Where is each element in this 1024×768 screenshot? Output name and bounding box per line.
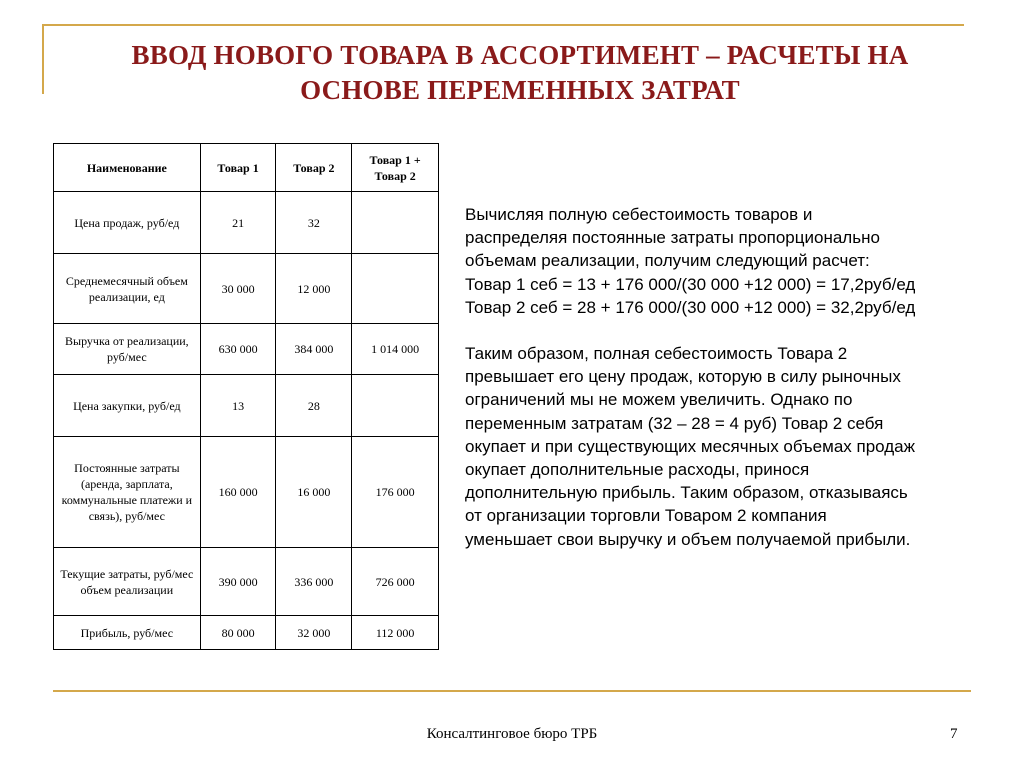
cell-product2: 32 [276,192,352,254]
header-cell-product2: Товар 2 [276,144,352,192]
data-table [53,143,439,650]
row-label: Постоянные затраты (аренда, зарплата, коммунальные платежи и связь), руб/мес [54,437,201,548]
cell-product1: 30 000 [200,254,276,324]
slide-title [60,38,980,108]
table-row [54,324,439,375]
table-row [54,616,439,650]
table-row [54,375,439,437]
title-line-2: ОСНОВЕ ПЕРЕМЕННЫХ ЗАТРАТ [300,75,740,105]
row-label: Выручка от реализации, руб/мес [54,324,201,375]
row-label: Цена продаж, руб/ед [54,192,201,254]
cell-product2: 16 000 [276,437,352,548]
frame-top-line [42,24,964,26]
cell-product1: 160 000 [200,437,276,548]
table-row [54,254,439,324]
cell-product2: 32 000 [276,616,352,650]
cell-total: 112 000 [352,616,439,650]
footer-company: Консалтинговое бюро ТРБ [426,726,598,742]
cell-total: 176 000 [352,437,439,548]
cell-total: 1 014 000 [352,324,439,375]
title-line-1: ВВОД НОВОГО ТОВАРА В АССОРТИМЕНТ – РАСЧЕТЫ НА [131,40,909,70]
cell-product1: 390 000 [200,548,276,616]
cell-product2: 28 [276,375,352,437]
header-cell-product1: Товар 1 [200,144,276,192]
paragraph-spacer [465,319,1005,342]
cell-total [352,192,439,254]
row-label: Цена закупки, руб/ед [54,375,201,437]
paragraph-conclusion: Таким образом, полная себестоимость Товара 2 превышает его цену продаж, которую в силу рыночных ограничений мы не можем увеличить. Однако по переменным затратам (32 – 28 = 4 руб) Товар 2 себя окупает и при существующих месячных объемах продаж окупает дополнительные расходы, принося дополнительную прибыль. Таким образом, отказываясь от организации торговли Товаром 2 компания уменьшает свои выручку и объем получаемой прибыли. [465,344,915,549]
table-row [54,437,439,548]
cell-total [352,375,439,437]
footer-divider [53,690,971,692]
cell-product2: 384 000 [276,324,352,375]
table-header-row [54,144,439,192]
cell-product2: 12 000 [276,254,352,324]
table-row [54,548,439,616]
paragraph-calculation: Вычисляя полную себестоимость товаров и распределяя постоянные затраты пропорционально объемам реализации, получим следующий расчет: Товар 1 себ = 13 + 176 000/(30 000 +12 000) = 17,2руб/ед Товар 2 себ = 28 + 176 000/(30 000 +12 000) = 32,2руб/ед [465,205,916,317]
cell-product1: 80 000 [200,616,276,650]
header-cell-total: Товар 1 + Товар 2 [352,144,439,192]
row-label: Текущие затраты, руб/мес объем реализации [54,548,201,616]
row-label: Среднемесячный объем реализации, ед [54,254,201,324]
cell-product1: 630 000 [200,324,276,375]
page-number: 7 [950,726,958,742]
cell-product1: 21 [200,192,276,254]
cell-product2: 336 000 [276,548,352,616]
explanation-text [465,203,1005,551]
cell-total: 726 000 [352,548,439,616]
cell-product1: 13 [200,375,276,437]
frame-left-line [42,24,44,94]
cell-total [352,254,439,324]
header-cell-name: Наименование [54,144,201,192]
table-row [54,192,439,254]
row-label: Прибыль, руб/мес [54,616,201,650]
